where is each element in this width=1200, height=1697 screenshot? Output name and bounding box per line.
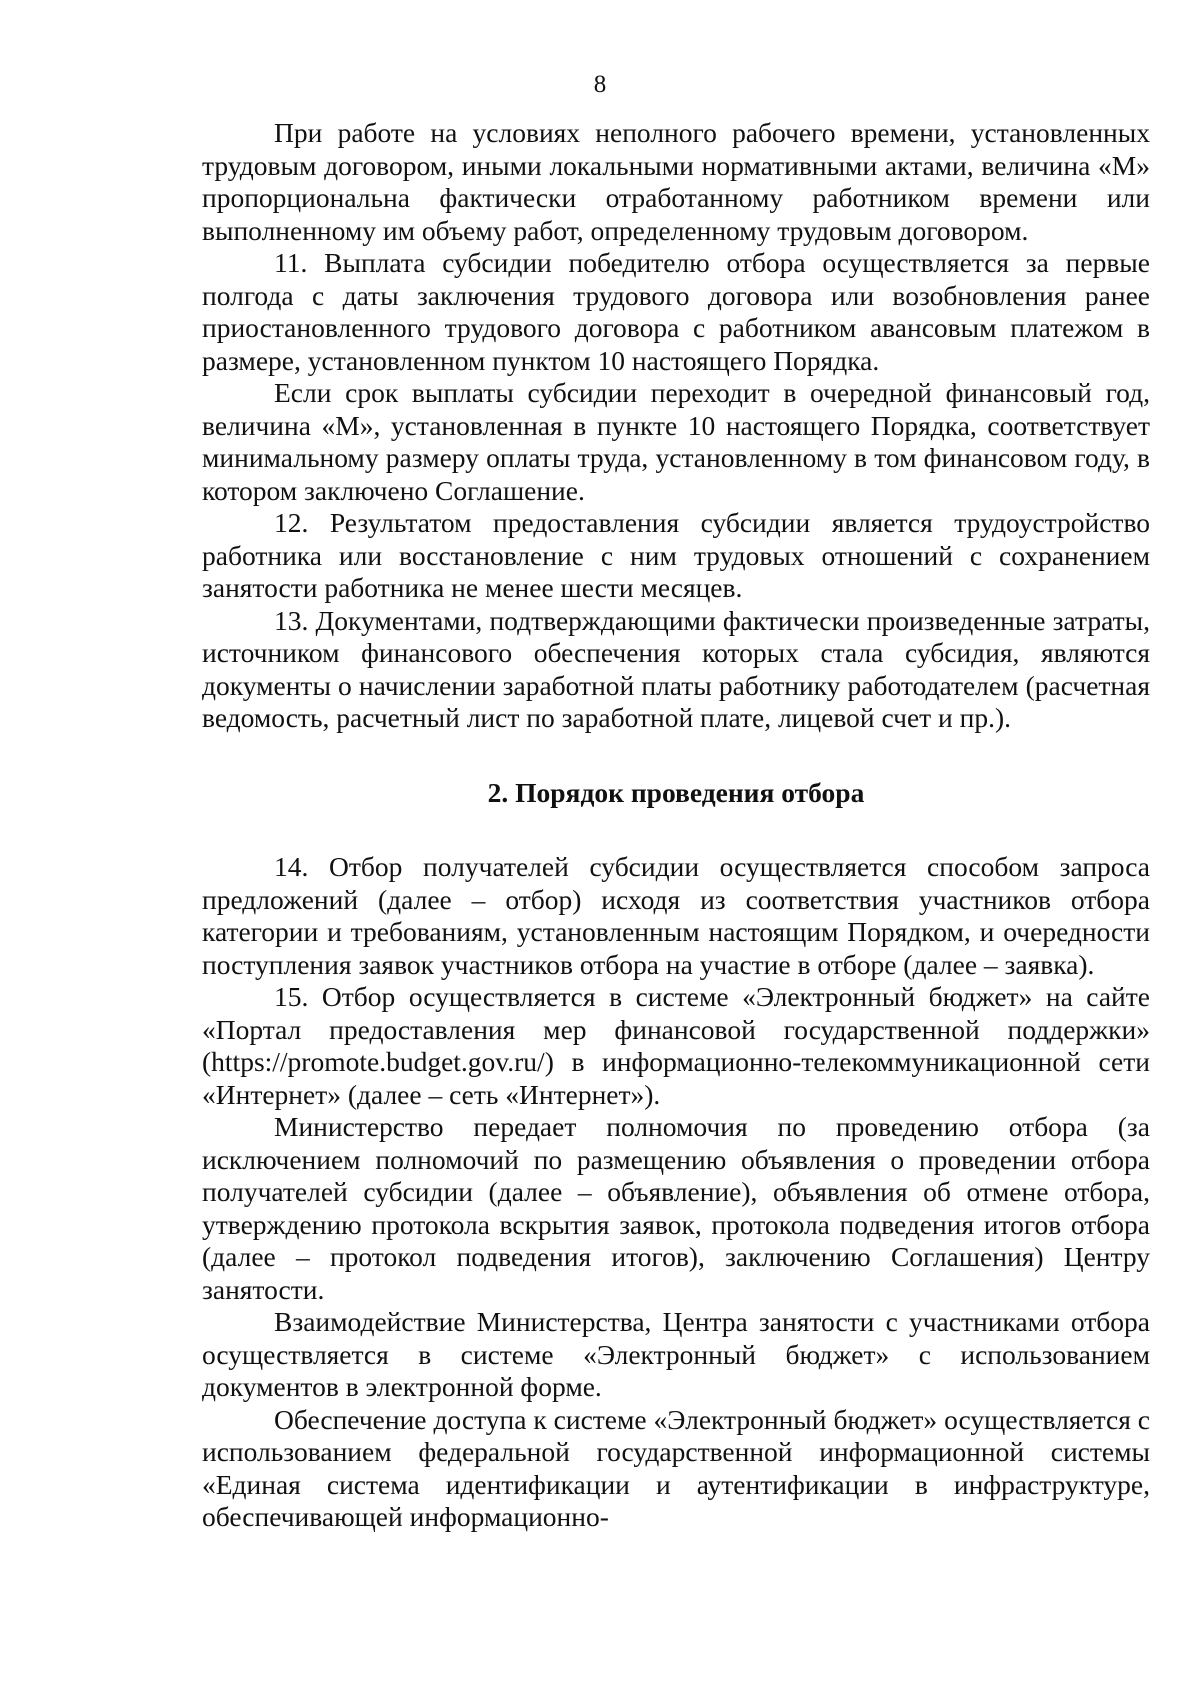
paragraph-delegation-of-powers: Министерство передает полномочия по проведению отбора (за исключением полномочий по размещению объявления о проведении отбора получателей субсидии (далее – объявление), объявления об отмене отбора, утверждению протокола вскрытия заявок, протокола подведения итогов отбора (далее – протокол подведения итогов), заключению Соглашения) Центру занятости. <box>202 1111 1150 1305</box>
page-number: 8 <box>593 71 607 98</box>
document-body <box>202 117 1150 1534</box>
paragraph-next-financial-year: Если срок выплаты субсидии переходит в очередной финансовый год, величина «М», установленная в пункте 10 настоящего Порядка, соответствует минимальному размеру оплаты труда, установленному в том финансовом году, в котором заключено Соглашение. <box>202 377 1150 506</box>
paragraph-item-11: 11. Выплата субсидии победителю отбора осуществляется за первые полгода с даты заключения трудового договора или возобновления ранее приостановленного трудового договора с работником авансовым платежом в размере, установленном пунктом 10 настоящего Порядка. <box>202 247 1150 376</box>
paragraph-item-15: 15. Отбор осуществляется в системе «Электронный бюджет» на сайте «Портал предоставления мер финансовой государственной поддержки» (https://promote.budget.gov.ru/) в информационно-телекоммуникационной сети «Интернет» (далее – сеть «Интернет»). <box>202 981 1150 1110</box>
paragraph-item-12: 12. Результатом предоставления субсидии является трудоустройство работника или восстановление с ним трудовых отношений с сохранением занятости работника не менее шести месяцев. <box>202 507 1150 603</box>
paragraph-item-13: 13. Документами, подтверждающими фактически произведенные затраты, источником финансового обеспечения которых стала субсидия, являются документы о начислении заработной платы работнику работодателем (расчетная ведомость, расчетный лист по заработной плате, лицевой счет и пр.). <box>202 604 1150 733</box>
section-title: 2. Порядок проведения отбора <box>487 776 865 808</box>
paragraph-part-time-work: При работе на условиях неполного рабочего времени, установленных трудовым договором, иными локальными нормативными актами, величина «М» пропорциональна фактически отработанному работником времени или выполненному им объему работ, определенному трудовым договором. <box>202 117 1150 246</box>
paragraph-access-provision: Обеспечение доступа к системе «Электронный бюджет» осуществляется с использованием федеральной государственной информационной системы «Единая система идентификации и аутентификации в инфраструктуре, обеспечивающей информационно- <box>202 1403 1150 1532</box>
paragraph-interaction: Взаимодействие Министерства, Центра занятости с участниками отбора осуществляется в системе «Электронный бюджет» с использованием документов в электронной форме. <box>202 1306 1150 1402</box>
paragraph-item-14: 14. Отбор получателей субсидии осуществляется способом запроса предложений (далее – отбор) исходя из соответствия участников отбора категории и требованиям, установленным настоящим Порядком, и очередности поступления заявок участников отбора на участие в отборе (далее – заявка). <box>202 851 1150 980</box>
